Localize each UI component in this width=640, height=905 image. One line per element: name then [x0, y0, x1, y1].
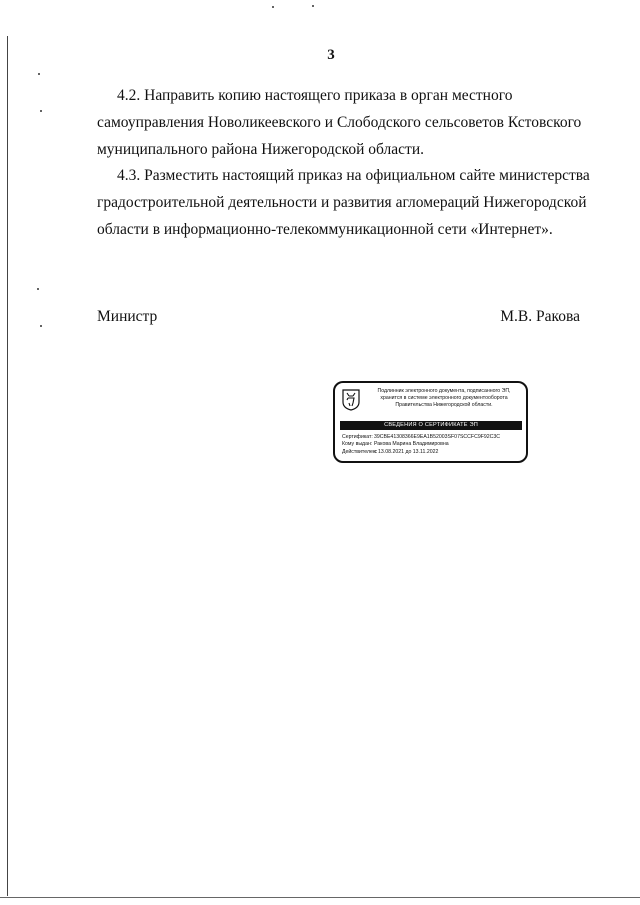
paragraph-line: области в информационно-телекоммуникационной сети «Интернет».: [97, 221, 553, 238]
word: 4.2.: [117, 87, 141, 104]
signature-row: [97, 308, 580, 326]
word: градостроительной: [97, 194, 225, 211]
word: развития: [333, 194, 392, 211]
stamp-title-bar: СВЕДЕНИЯ О СЕРТИФИКАТЕ ЭП: [340, 421, 522, 430]
paragraph-4-2: [97, 82, 580, 163]
word: деятельности: [228, 194, 318, 211]
issued-to-value: Ракова Марина Владимировна: [374, 441, 449, 448]
deer-emblem-icon: [342, 389, 360, 411]
scan-speck: [40, 325, 42, 327]
word: Слободского: [336, 114, 421, 131]
page-number: 3: [327, 47, 335, 63]
paragraph-4-3: [97, 162, 590, 243]
stamp-header-line: хранится в системе электронного документооборота: [380, 395, 508, 401]
scan-speck: [37, 288, 39, 290]
issued-to-label: Кому выдан:: [342, 441, 373, 448]
word: Нижегородской: [483, 194, 587, 211]
scan-speck: [38, 73, 40, 75]
page-edge-left: [7, 36, 8, 896]
page-edge-bottom: [0, 897, 640, 898]
signatory-name: М.В. Ракова: [500, 308, 580, 325]
e-signature-stamp: [333, 381, 528, 463]
scan-speck: [272, 6, 274, 8]
word: приказа: [344, 87, 396, 104]
word: и: [324, 114, 334, 131]
validity-label: Действителен:: [342, 448, 378, 455]
stamp-header-line: Подлинник электронного документа, подписанного ЭП,: [377, 388, 511, 394]
word: агломераций: [395, 194, 480, 211]
paragraph-line: [97, 189, 587, 216]
certificate-label: Сертификат:: [342, 434, 373, 440]
scan-speck: [40, 110, 42, 112]
paragraph-line: 4.3. Разместить настоящий приказ на официальном сайте министерства: [117, 167, 590, 184]
word: копию: [218, 87, 261, 104]
word: Новоликеевского: [207, 114, 321, 131]
word: настоящего: [264, 87, 341, 104]
word: в: [399, 87, 408, 104]
scan-speck: [312, 5, 314, 7]
stamp-header-line: Правительства Нижегородской области.: [395, 402, 493, 408]
issued-to-row: [342, 441, 524, 448]
stamp-details: [342, 434, 524, 456]
validity-value: с 13.08.2021 до 13.11.2022: [374, 448, 439, 455]
paragraph-line: [97, 82, 580, 109]
word: сельсоветов: [424, 114, 504, 131]
word: и: [320, 194, 330, 211]
validity-row: [342, 449, 524, 456]
paragraph-line: муниципального района Нижегородской области.: [97, 141, 424, 158]
word: местного: [451, 87, 513, 104]
paragraph-line: [97, 109, 580, 136]
word: орган: [411, 87, 449, 104]
certificate-row: [342, 434, 524, 441]
stamp-header: [362, 388, 526, 409]
certificate-value: 39CBE41308366E9EA1B52003SF07SCCFC9F92C3C: [374, 434, 501, 440]
word: самоуправления: [97, 114, 205, 131]
word: Направить: [144, 87, 215, 104]
word: Кстовского: [507, 114, 582, 131]
signatory-position: Министр: [97, 308, 158, 325]
